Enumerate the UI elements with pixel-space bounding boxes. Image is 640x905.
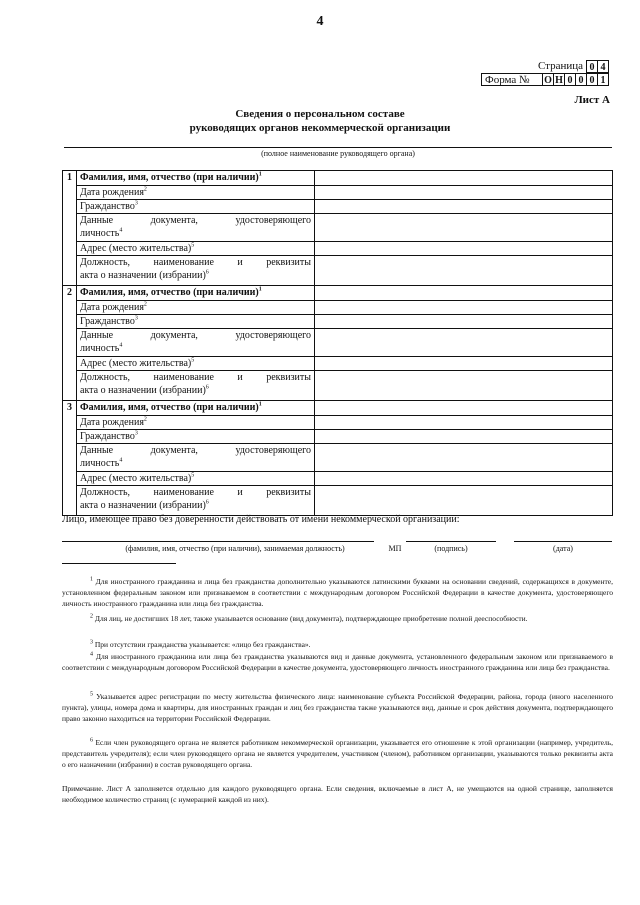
footnote-5: $^5$ Указывается адрес регистрации по месту жительства физического лица: наименование субъекта Российской Федерации, района, города (иного населенного пункта), улицы, номера дома и квартиры, для иностранных граждан и лиц без гражданства также указываются вид, данные и срок действия документа, подтверждающего право законно находиться на территории Российской Федерации. bbox=[62, 691, 614, 723]
field-value-name[interactable] bbox=[315, 286, 613, 301]
field-label-address: Адрес (место жительства)$^5$ bbox=[77, 357, 315, 371]
field-label-name: Фамилия, имя, отчество (при наличии)$^1$ bbox=[77, 171, 315, 186]
table-row bbox=[63, 256, 613, 286]
field-value-doc[interactable] bbox=[315, 329, 613, 357]
field-label-birth: Дата рождения$^2$ bbox=[77, 301, 315, 315]
field-label-birth: Дата рождения$^2$ bbox=[77, 416, 315, 430]
signature-caption: (подпись) bbox=[434, 544, 468, 553]
member-number: 2 bbox=[63, 286, 77, 401]
table-row bbox=[63, 286, 613, 301]
member-number: 1 bbox=[63, 171, 77, 286]
organ-name-caption: (полное наименование руководящего органа) bbox=[261, 149, 415, 158]
footnote-4: $^4$ Для иностранного гражданина или лица без гражданства указываются вид и данные документа, установленного федеральным законом или признаваемого в соответствии с международным договором Российской Федерации в качестве документа, удостоверяющего личность иностранного гражданина или лица без гражданства. bbox=[62, 651, 613, 672]
field-label-citizenship: Гражданство$^3$ bbox=[77, 200, 315, 214]
form-code-char: 0 bbox=[586, 73, 598, 86]
table-row bbox=[63, 301, 613, 315]
organ-name-line[interactable] bbox=[64, 147, 612, 148]
table-row bbox=[63, 214, 613, 242]
date-caption: (дата) bbox=[553, 544, 573, 553]
table-row bbox=[63, 357, 613, 371]
field-label-citizenship: Гражданство$^3$ bbox=[77, 430, 315, 444]
signature-intro: Лицо, имеющее право без доверенности действовать от имени некоммерческой организации: bbox=[62, 514, 460, 525]
form-code-char: 0 bbox=[575, 73, 587, 86]
page-number-boxes bbox=[538, 60, 609, 73]
table-row bbox=[63, 171, 613, 186]
date-line[interactable] bbox=[514, 541, 612, 542]
table-row bbox=[63, 315, 613, 329]
title-line-1: Сведения о персональном составе bbox=[235, 108, 405, 120]
table-row bbox=[63, 416, 613, 430]
form-code-char: 0 bbox=[564, 73, 576, 86]
table-row bbox=[63, 242, 613, 256]
stamp-label: МП bbox=[388, 544, 402, 553]
field-value-citizenship[interactable] bbox=[315, 430, 613, 444]
field-label-citizenship: Гражданство$^3$ bbox=[77, 315, 315, 329]
table-row bbox=[63, 430, 613, 444]
field-value-position[interactable] bbox=[315, 256, 613, 286]
footnote-3: $^3$ При отсутствии гражданства указывается: «лицо без гражданства». bbox=[90, 639, 311, 649]
field-label-position: Должность, наименование и реквизиты акта о назначении (избрании)$^6$ bbox=[77, 256, 315, 286]
table-row bbox=[63, 472, 613, 486]
form-code-char: Н bbox=[553, 73, 565, 86]
field-label-doc: Данные документа, удостоверяющего личность$^4$ bbox=[77, 214, 315, 242]
field-label-name: Фамилия, имя, отчество (при наличии)$^1$ bbox=[77, 286, 315, 301]
field-value-address[interactable] bbox=[315, 242, 613, 256]
table-row bbox=[63, 486, 613, 516]
member-number: 3 bbox=[63, 401, 77, 516]
field-value-citizenship[interactable] bbox=[315, 200, 613, 214]
table-row bbox=[63, 200, 613, 214]
signer-name-line[interactable] bbox=[62, 541, 374, 542]
form-code-char: О bbox=[542, 73, 554, 86]
signature-line[interactable] bbox=[406, 541, 496, 542]
field-label-position: Должность, наименование и реквизиты акта о назначении (избрании)$^6$ bbox=[77, 371, 315, 401]
field-label-position: Должность, наименование и реквизиты акта о назначении (избрании)$^6$ bbox=[77, 486, 315, 516]
field-value-name[interactable] bbox=[315, 171, 613, 186]
page-digit: 0 bbox=[586, 60, 598, 73]
form-label: Форма № bbox=[481, 73, 543, 86]
footnote-separator bbox=[62, 563, 176, 564]
page-label: Страница bbox=[537, 60, 583, 72]
field-label-address: Адрес (место жительства)$^5$ bbox=[77, 242, 315, 256]
field-value-birth[interactable] bbox=[315, 186, 613, 200]
field-value-position[interactable] bbox=[315, 486, 613, 516]
members-table bbox=[62, 170, 613, 516]
table-row bbox=[63, 186, 613, 200]
footnote-6: $^6$ Если член руководящего органа не является работником некоммерческой организации, указывается его отношение к этой организации (например, учредитель, представитель учредителя); если член руководящего органа не является учредителем, участником (членом), работником организации, указываются только реквизиты акта о его назначении (избрании) в состав руководящего органа. bbox=[62, 737, 614, 769]
field-label-doc: Данные документа, удостоверяющего личность$^4$ bbox=[77, 329, 315, 357]
note: Примечание. Лист А заполняется отдельно для каждого руководящего органа. Если сведения, включаемые в лист А, не умещаются на одной странице, заполняется необходимое количество страниц (с нумерацией каждой из них). bbox=[62, 784, 613, 804]
field-value-doc[interactable] bbox=[315, 444, 613, 472]
field-label-name: Фамилия, имя, отчество (при наличии)$^1$ bbox=[77, 401, 315, 416]
table-row bbox=[63, 371, 613, 401]
field-value-doc[interactable] bbox=[315, 214, 613, 242]
field-value-name[interactable] bbox=[315, 401, 613, 416]
field-value-position[interactable] bbox=[315, 371, 613, 401]
page-number: 4 bbox=[316, 14, 324, 29]
signer-name-caption: (фамилия, имя, отчество (при наличии), занимаемая должность) bbox=[125, 544, 345, 553]
field-label-address: Адрес (место жительства)$^5$ bbox=[77, 472, 315, 486]
field-value-address[interactable] bbox=[315, 472, 613, 486]
table-row bbox=[63, 329, 613, 357]
field-value-address[interactable] bbox=[315, 357, 613, 371]
table-row bbox=[63, 444, 613, 472]
sheet-label: Лист А bbox=[574, 94, 610, 106]
footnote-1: $^1$ Для иностранного гражданина и лица без гражданства дополнительно указываются латинскими буквами на основании сведений, содержащихся в документе, установленном федеральным законом или признаваемом в соответствии с международным договором Российской Федерации в качестве документа, удостоверяющего личность иностранного гражданина или лица без гражданства. bbox=[62, 576, 613, 608]
field-label-doc: Данные документа, удостоверяющего личность$^4$ bbox=[77, 444, 315, 472]
form-code-char: 1 bbox=[597, 73, 609, 86]
field-label-birth: Дата рождения$^2$ bbox=[77, 186, 315, 200]
title-line-2: руководящих органов некоммерческой организации bbox=[189, 122, 451, 134]
field-value-birth[interactable] bbox=[315, 416, 613, 430]
form-code-boxes bbox=[481, 73, 609, 86]
footnote-2: $^2$ Для лиц, не достигших 18 лет, также указывается основание (вид документа), подтверждающее приобретение полной дееспособности. bbox=[90, 613, 528, 623]
table-row bbox=[63, 401, 613, 416]
field-value-birth[interactable] bbox=[315, 301, 613, 315]
field-value-citizenship[interactable] bbox=[315, 315, 613, 329]
page-digit: 4 bbox=[597, 60, 609, 73]
